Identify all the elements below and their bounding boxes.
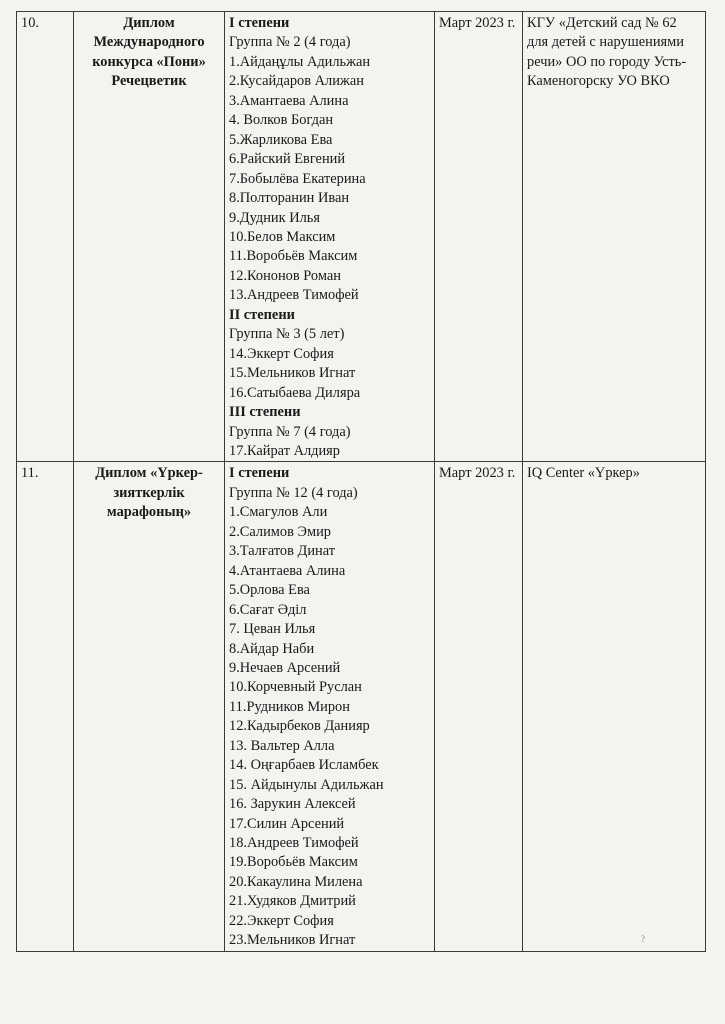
list-item: 10.Белов Максим <box>229 228 336 245</box>
list-item: 11.Рудников Мирон <box>229 698 350 715</box>
diploma-title: Диплом Международного конкурса «Пони» Речецветик <box>74 12 225 462</box>
list-item: Группа № 2 (4 года) <box>229 34 351 51</box>
organizer: IQ Center «Үркер» <box>523 462 706 951</box>
list-item: 19.Воробьёв Максим <box>229 854 358 871</box>
list-item: 12.Кононов Роман <box>229 267 341 284</box>
list-item: 20.Какаулина Милена <box>229 873 363 890</box>
list-item: 15.Мельников Игнат <box>229 365 356 382</box>
list-item: 15. Айдынулы Адильжан <box>229 776 384 793</box>
list-item: 7. Цеван Илья <box>229 621 316 638</box>
participants-list <box>225 462 435 951</box>
list-item: 17.Кайрат Алдияр <box>229 442 340 459</box>
degree-heading: I степени <box>229 15 290 31</box>
list-item: 4.Атантаева Алина <box>229 562 346 579</box>
list-item: 3.Амантаева Алина <box>229 92 349 109</box>
list-item: 18.Андреев Тимофей <box>229 835 359 852</box>
list-item: 2.Салимов Эмир <box>229 523 331 540</box>
list-item: 22.Эккерт София <box>229 912 334 929</box>
table-row <box>17 12 706 462</box>
list-item: Группа № 3 (5 лет) <box>229 326 345 343</box>
table-row <box>17 462 706 951</box>
row-number: 10. <box>17 12 74 462</box>
list-item: 5.Орлова Ева <box>229 582 310 599</box>
list-item: 9.Дудник Илья <box>229 209 320 226</box>
list-item: 9.Нечаев Арсений <box>229 659 341 676</box>
scan-mark: ? <box>641 934 645 944</box>
list-item: 7.Бобылёва Екатерина <box>229 170 366 187</box>
list-item: 14. Оңғарбаев Исламбек <box>229 757 379 774</box>
list-item: 13.Андреев Тимофей <box>229 287 359 304</box>
list-item: 8.Айдар Наби <box>229 640 315 657</box>
list-item: 14.Эккерт София <box>229 345 334 362</box>
list-item: 1.Айдаңұлы Адильжан <box>229 53 371 70</box>
list-item: 13. Вальтер Алла <box>229 737 335 754</box>
list-item: 10.Корчевный Руслан <box>229 679 362 696</box>
awards-table <box>16 11 706 952</box>
participants-list <box>225 12 435 462</box>
list-item: 8.Полторанин Иван <box>229 190 350 207</box>
list-item: 12.Кадырбеков Данияр <box>229 718 370 735</box>
list-item: 1.Смагулов Али <box>229 504 328 521</box>
list-item: 4. Волков Богдан <box>229 112 334 129</box>
degree-heading: I степени <box>229 465 290 482</box>
list-item: 23.Мельников Игнат <box>229 932 356 949</box>
list-item: 2.Кусайдаров Алижан <box>229 73 364 90</box>
list-item: 16.Сатыбаева Диляра <box>229 384 361 401</box>
degree-heading: II степени <box>229 306 295 323</box>
award-date: Март 2023 г. <box>435 462 523 951</box>
degree-heading: III степени <box>229 404 301 421</box>
diploma-title: Диплом «Үркер-зияткерлік марафоның» <box>74 462 225 951</box>
organizer: КГУ «Детский сад № 62 для детей с нарушениями речи» ОО по городу Усть-Каменогорску УО ВКО <box>523 12 706 462</box>
list-item: 6.Райский Евгений <box>229 151 346 168</box>
row-number: 11. <box>17 462 74 951</box>
list-item: 21.Худяков Дмитрий <box>229 893 356 910</box>
list-item: 17.Силин Арсений <box>229 815 345 832</box>
list-item: Группа № 12 (4 года) <box>229 484 358 501</box>
list-item: Группа № 7 (4 года) <box>229 423 351 440</box>
list-item: 6.Сағат Әділ <box>229 601 307 618</box>
award-date: Март 2023 г. <box>435 12 523 462</box>
list-item: 11.Воробьёв Максим <box>229 248 358 265</box>
list-item: 3.Талғатов Динат <box>229 543 336 560</box>
list-item: 16. Зарукин Алексей <box>229 796 356 813</box>
list-item: 5.Жарликова Ева <box>229 131 333 148</box>
